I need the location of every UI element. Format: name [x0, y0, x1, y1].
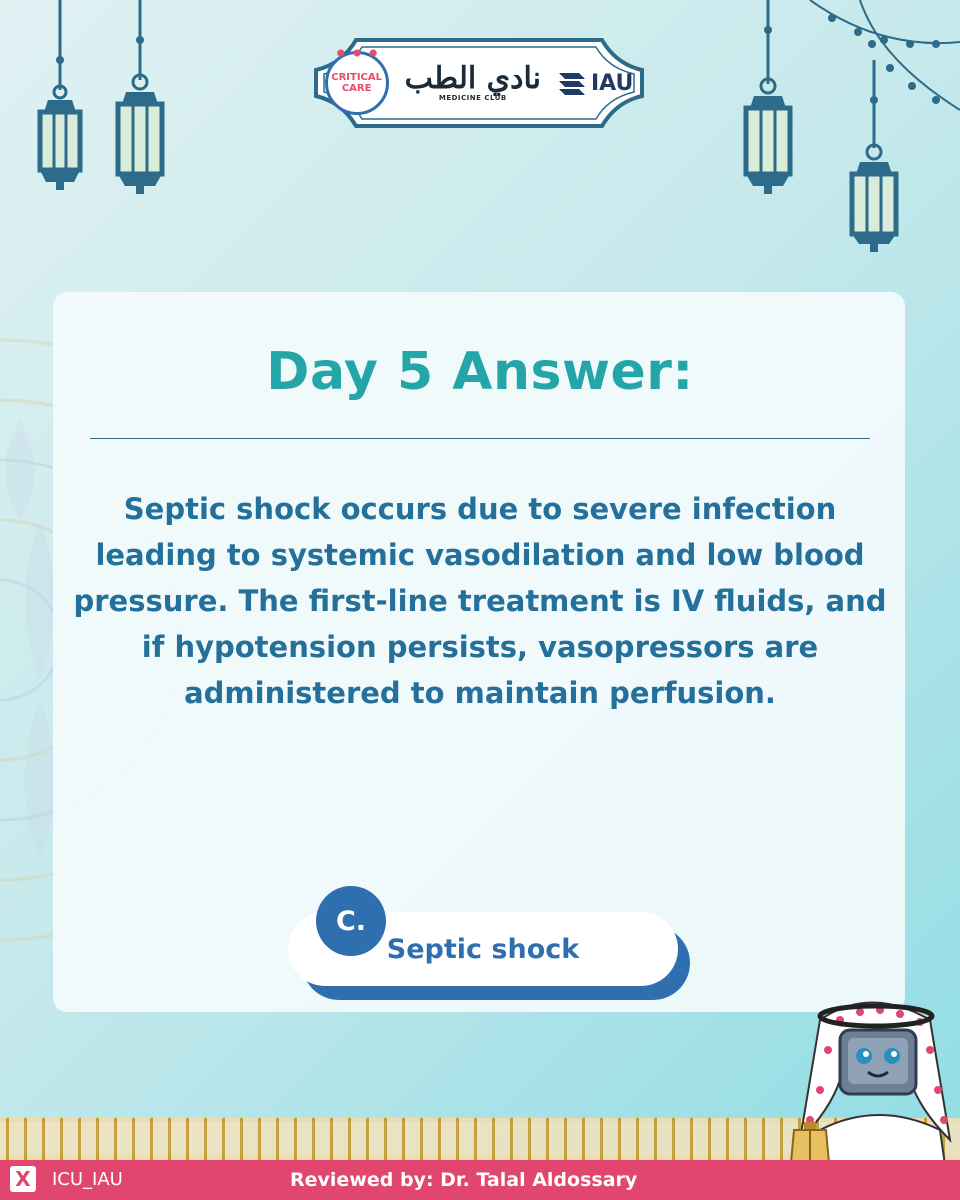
answer-letter: C.: [335, 905, 367, 937]
lantern-icon: [40, 0, 80, 190]
flowers-icon: [330, 48, 384, 58]
iau-emblem-icon: [557, 69, 587, 97]
critical-care-logo: CRITICAL CARE: [325, 51, 389, 115]
iau-label: IAU: [590, 70, 634, 96]
iau-logo: [557, 69, 633, 97]
answer-letter-badge: [316, 886, 386, 956]
social-handle: ICU_IAU: [52, 1169, 123, 1190]
title-divider: [90, 438, 870, 439]
explanation-text: Septic shock occurs due to severe infection leading to systemic vasodilation and low blood pressure. The first-line treatment is IV fluids, and if hypotension persists, vasopressors are administered to maintain perfusion.: [73, 492, 887, 710]
page-title: Day 5 Answer:: [266, 342, 694, 402]
reviewer-credit: Reviewed by: Dr. Talal Aldossary: [290, 1169, 638, 1191]
header-logos: [316, 40, 642, 126]
medicine-club-logo: [404, 61, 541, 102]
x-logo-icon: X: [10, 1166, 36, 1192]
lantern-icon: [746, 0, 790, 194]
lantern-icon: [118, 0, 162, 194]
medicine-club-label: MEDICINE CLUB: [438, 94, 507, 102]
lantern-icon: [852, 60, 896, 252]
answer-text: Septic shock: [386, 933, 580, 965]
medicine-club-arabic: نادي الطب: [404, 61, 541, 96]
